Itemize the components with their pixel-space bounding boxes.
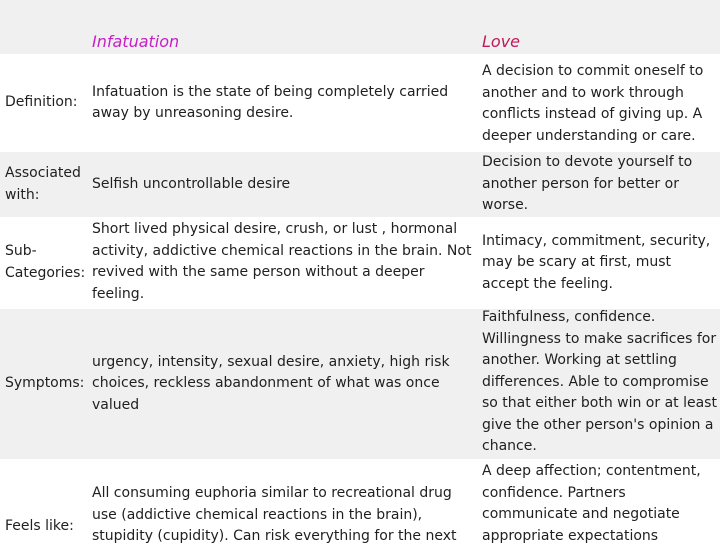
row-label-feels-like: Feels like: <box>5 518 74 534</box>
definition-love: A decision to commit oneself to another and to work through conflicts instead of giving up. A deeper understanding or care. <box>482 63 704 144</box>
feels-like-infatuation: All consuming euphoria similar to recreational drug use (addictive chemical reactions in the brain), stupidity (cupidity). Can risk everything for the next <box>92 485 457 544</box>
column-header-infatuation: Infatuation <box>92 32 180 51</box>
sub-categories-love-text: Intimacy, commitment, security, may be scary at first, must accept the feeling. <box>482 232 711 292</box>
row-label-associated-with <box>5 152 83 217</box>
row-label-symptoms <box>5 309 83 459</box>
sub-categories-infatuation: Short lived physical desire, crush, or lust , hormonal activity, addictive chemical reactions in the brain. Not revived with the same person without a deeper feeling. <box>92 221 472 302</box>
feels-like-love: A deep affection; contentment, confidence. Partners communicate and negotiate appropriate expectations <box>482 463 701 544</box>
symptoms-infatuation-text: urgency, intensity, sexual desire, anxiety, high risk choices, reckless abandonment of what was once valued <box>92 353 450 413</box>
sub-categories-love <box>482 217 718 309</box>
associated-infatuation <box>92 152 477 217</box>
symptoms-love: Faithfulness, confidence. Willingness to make sacrifices for another. Working at settling differences. Able to compromise so that either both win or at least give the other person's opinion a chance. <box>482 309 717 454</box>
associated-infatuation-text: Selfish uncontrollable desire <box>92 175 291 192</box>
row-label-associated-with-text: Associated with: <box>5 165 81 203</box>
definition-infatuation-text: Infatuation is the state of being completely carried away by unreasoning desire. <box>92 83 449 121</box>
row-label-symptoms-text: Symptoms: <box>5 375 85 392</box>
column-header-love: Love <box>482 32 521 51</box>
row-label-sub-categories: Sub-Categories: <box>5 243 86 281</box>
symptoms-infatuation <box>92 309 477 459</box>
associated-love: Decision to devote yourself to another person for better or worse. <box>482 154 693 213</box>
definition-infatuation <box>92 54 477 152</box>
row-label-definition: Definition: <box>5 94 78 111</box>
